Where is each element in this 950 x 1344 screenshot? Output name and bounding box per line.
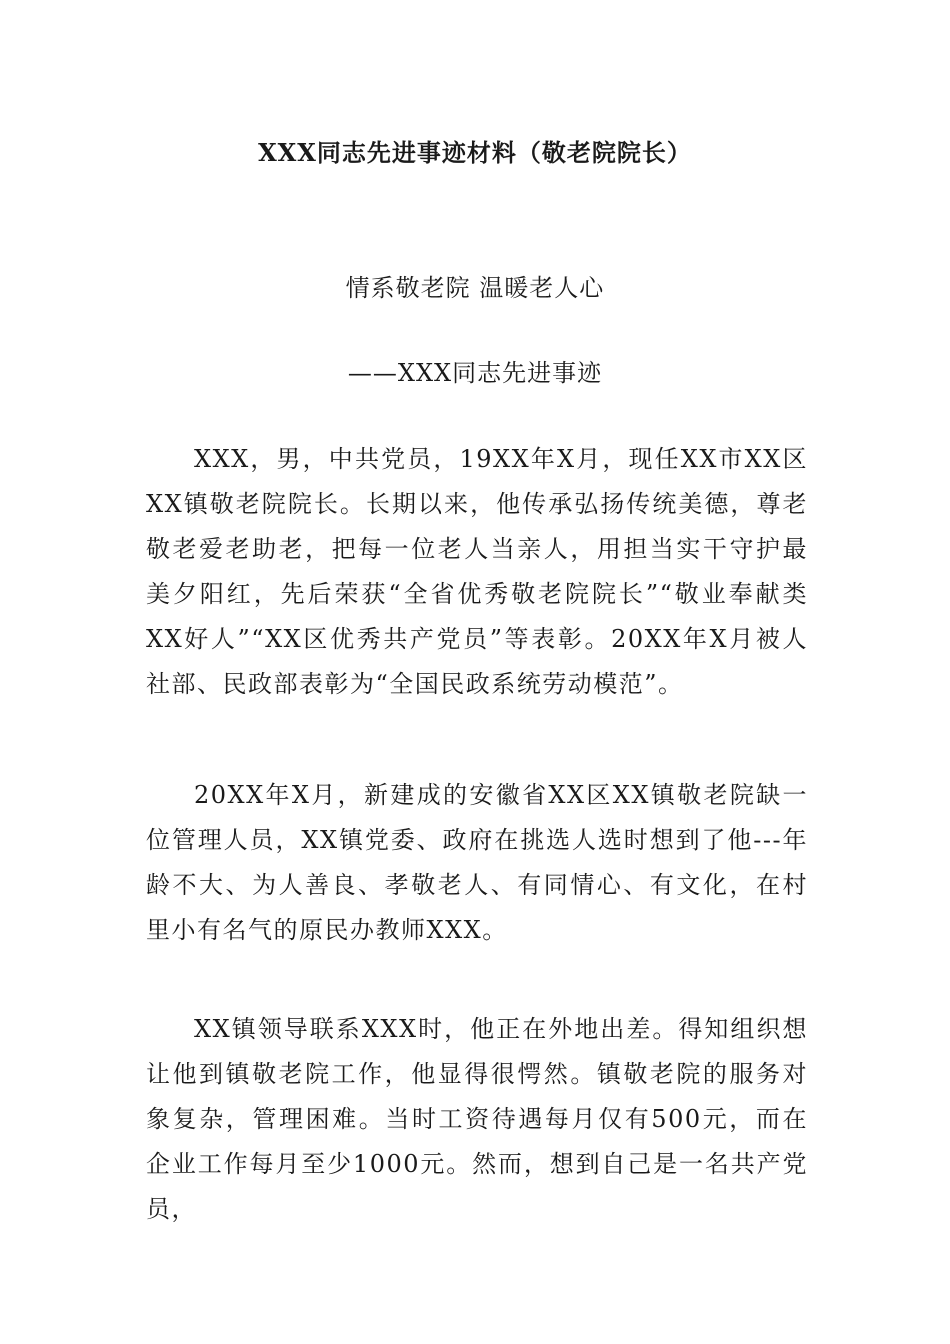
body-paragraph-1: XXX，男，中共党员，19XX年X月，现任XX市XX区XX镇敬老院院长。长期以来，他传承弘扬传统美德，尊老敬老爱老助老，把每一位老人当亲人，用担当实干守护最美夕阳红，先后荣获“全省优秀敬老院院长”“敬业奉献类XX好人”“XX区优秀共产党员”等表彰。20XX年X月被人社部、民政部表彰为“全国民政系统劳动模范”。	[146, 445, 808, 698]
body-paragraph-2: 20XX年X月，新建成的安徽省XX区XX镇敬老院缺一位管理人员，XX镇党委、政府在挑选人选时想到了他---年龄不大、为人善良、孝敬老人、有同情心、有文化，在村里小有名气的原民办教师XXX。	[146, 781, 808, 944]
document-byline: ——XXX同志先进事迹	[347, 359, 603, 387]
document-title: XXX同志先进事迹材料（敬老院院长）	[258, 138, 692, 167]
body-paragraph-3: XX镇领导联系XXX时，他正在外地出差。得知组织想让他到镇敬老院工作，他显得很愕然。镇敬老院的服务对象复杂，管理困难。当时工资待遇每月仅有500元，而在企业工作每月至少1000元。然而，想到自己是一名共产党员，	[146, 1015, 808, 1223]
document-subtitle: 情系敬老院 温暖老人心	[345, 274, 605, 302]
